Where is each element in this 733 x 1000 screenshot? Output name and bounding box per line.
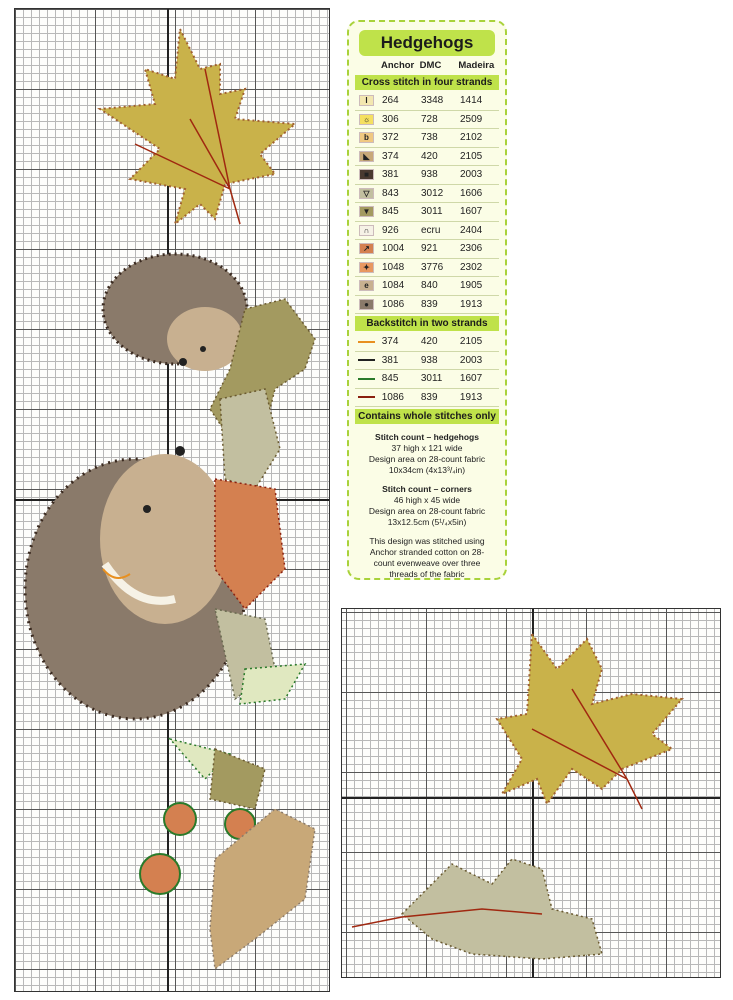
cross-stitch-list [355, 92, 499, 314]
lower-hedgehog-motif [25, 446, 245, 719]
cross-stitch-row [355, 259, 499, 278]
stitch-symbol-icon: ∩ [359, 225, 374, 236]
corner-oak-leaf [402, 859, 602, 959]
stitch-symbol-icon: ◣ [359, 151, 374, 162]
bottom-oak-leaf [210, 809, 315, 969]
dmc-code: ecru [421, 224, 441, 236]
dmc-code: 839 [421, 298, 438, 310]
hedgehog-motif [15, 9, 331, 993]
stitch-symbol-icon: ✦ [359, 262, 374, 273]
hedgehogs-area-value: 10x34cm (4x13³/₄in) [388, 465, 466, 475]
stitch-symbol-icon: b [359, 132, 374, 143]
dmc-code: 938 [420, 354, 438, 366]
dmc-code: 728 [421, 113, 438, 125]
anchor-code: 1004 [382, 243, 405, 255]
madeira-code: 2509 [460, 113, 483, 125]
stitch-symbol-icon: I [359, 95, 374, 106]
cross-stitch-row [355, 166, 499, 185]
hedgehogs-count-title: Stitch count – hedgehogs [375, 432, 479, 442]
cross-stitch-row [355, 203, 499, 222]
cross-stitch-row [355, 222, 499, 241]
anchor-code: 374 [382, 150, 399, 162]
backstitch-line-icon [358, 378, 375, 380]
cross-stitch-row [355, 296, 499, 315]
anchor-code: 372 [382, 132, 399, 144]
backstitch-row [355, 333, 499, 352]
stitch-symbol-icon: ▼ [359, 206, 374, 217]
corner-chart-grid [341, 608, 721, 978]
key-title: Hedgehogs [359, 30, 495, 56]
madeira-code: 1607 [460, 206, 483, 218]
stitch-symbol-icon: ↗ [359, 243, 374, 254]
cross-stitch-header: Cross stitch in four strands [355, 75, 499, 90]
main-chart-grid [14, 8, 330, 992]
hedgehogs-area-label: Design area on 28-count fabric [368, 454, 486, 464]
corners-area-label: Design area on 28-count fabric [368, 506, 486, 516]
anchor-code: 843 [382, 187, 399, 199]
dmc-code: 738 [421, 132, 438, 144]
madeira-code: 2404 [460, 224, 483, 236]
anchor-column-header: Anchor [381, 60, 415, 71]
cross-stitch-row [355, 277, 499, 296]
stitch-symbol-icon: ● [359, 299, 374, 310]
dmc-code: 3011 [420, 373, 443, 385]
dmc-code: 840 [421, 280, 438, 292]
anchor-code: 1086 [381, 391, 404, 403]
key-column-headers [355, 60, 499, 73]
madeira-code: 2302 [460, 261, 483, 273]
anchor-code: 926 [382, 224, 399, 236]
anchor-code: 845 [381, 373, 399, 385]
stitch-symbol-icon: ☼ [359, 114, 374, 125]
stitch-symbol-icon: e [359, 280, 374, 291]
hedgehogs-count-note [355, 432, 499, 476]
madeira-column-header: Madeira [458, 60, 495, 71]
backstitch-line-icon [358, 341, 375, 343]
madeira-code: 2003 [460, 169, 483, 181]
cross-stitch-row [355, 92, 499, 111]
anchor-code: 381 [381, 354, 399, 366]
madeira-code: 1905 [460, 280, 483, 292]
backstitch-line-icon [358, 359, 375, 361]
madeira-code: 1913 [460, 298, 483, 310]
whole-stitches-note: Contains whole stitches only [355, 409, 499, 424]
stitch-symbol-icon: ■ [359, 169, 374, 180]
dmc-column-header: DMC [419, 60, 442, 71]
madeira-code: 1606 [460, 187, 483, 199]
anchor-code: 374 [381, 336, 399, 348]
color-key-panel [347, 20, 507, 580]
backstitch-header: Backstitch in two strands [355, 316, 499, 331]
dmc-code: 921 [421, 243, 438, 255]
madeira-code: 1913 [459, 391, 483, 403]
madeira-code: 2102 [460, 132, 483, 144]
dmc-code: 3011 [421, 206, 443, 218]
cross-stitch-row [355, 111, 499, 130]
dmc-code: 420 [420, 336, 438, 348]
anchor-code: 1084 [382, 280, 405, 292]
backstitch-line-icon [358, 396, 375, 398]
cross-stitch-row [355, 185, 499, 204]
backstitch-row [355, 370, 499, 389]
anchor-code: 1048 [382, 261, 405, 273]
backstitch-list [355, 333, 499, 407]
anchor-code: 845 [382, 206, 399, 218]
cross-stitch-row [355, 148, 499, 167]
madeira-code: 2003 [459, 354, 483, 366]
cross-stitch-row [355, 240, 499, 259]
madeira-code: 1607 [459, 373, 483, 385]
dmc-code: 420 [421, 150, 438, 162]
corner-motif [342, 609, 722, 979]
upper-hedgehog-motif [103, 254, 247, 371]
anchor-code: 264 [382, 95, 399, 107]
madeira-code: 2105 [459, 336, 483, 348]
dmc-code: 938 [421, 169, 438, 181]
corners-count-note [355, 484, 499, 528]
madeira-code: 1414 [460, 95, 483, 107]
corners-area-value: 13x12.5cm (5¹/₄x5in) [387, 517, 467, 527]
dmc-code: 839 [420, 391, 438, 403]
backstitch-row [355, 389, 499, 408]
dmc-code: 3348 [421, 95, 444, 107]
corners-count-title: Stitch count – corners [382, 484, 472, 494]
dmc-code: 3012 [421, 187, 444, 199]
anchor-code: 306 [382, 113, 399, 125]
madeira-code: 2105 [460, 150, 483, 162]
anchor-code: 381 [382, 169, 399, 181]
maple-leaf-motif [100, 29, 295, 224]
madeira-code: 2306 [460, 243, 483, 255]
corners-count-size: 46 high x 45 wide [393, 495, 461, 505]
hedgehogs-count-size: 37 high x 121 wide [391, 443, 463, 453]
anchor-code: 1086 [382, 298, 405, 310]
dmc-code: 3776 [421, 261, 444, 273]
cross-stitch-row [355, 129, 499, 148]
backstitch-row [355, 352, 499, 371]
stitching-footer-note: This design was stitched using Anchor stranded cotton on 28-count evenweave over three threads of the fabric [369, 536, 485, 579]
stitch-symbol-icon: ▽ [359, 188, 374, 199]
